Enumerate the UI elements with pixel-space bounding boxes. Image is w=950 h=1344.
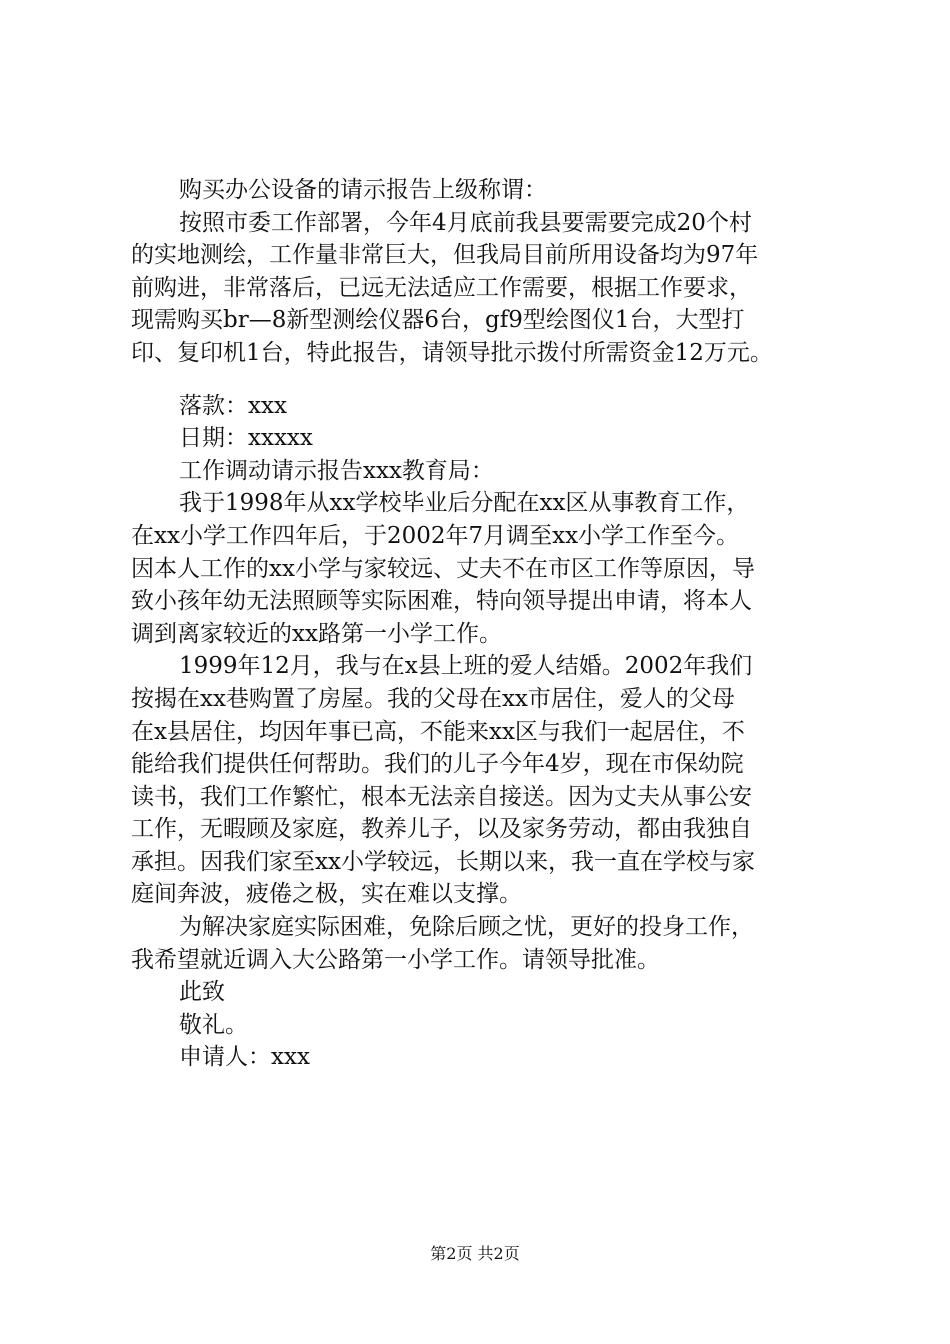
page-number-footer: 第2页 共2页 bbox=[430, 1244, 520, 1263]
report-title-line: 购买办公设备的请示报告上级称谓： bbox=[179, 177, 547, 203]
paragraph-line: 印、复印机1台，特此报告，请领导批示拨付所需资金12万元。 bbox=[131, 339, 773, 366]
paragraph-line: 按揭在xx巷购置了房屋。我的父母在xx市居住，爱人的父母 bbox=[131, 685, 735, 712]
paragraph-line: 工作，无暇顾及家庭，教养儿子，以及家务劳动，都由我独自 bbox=[131, 816, 752, 843]
closing-line: 敬礼。 bbox=[179, 1011, 248, 1038]
paragraph-line: 为解决家庭实际困难，免除后顾之忧，更好的投身工作， bbox=[179, 914, 754, 941]
paragraph-line: 的实地测绘，工作量非常巨大，但我局目前所用设备均为97年 bbox=[131, 242, 759, 269]
paragraph-line: 读书，我们工作繁忙，根本无法亲自接送。因为丈夫从事公安 bbox=[131, 783, 752, 810]
report-title-line: 工作调动请示报告xxx教育局： bbox=[179, 457, 494, 484]
paragraph-line: 在x县居住，均因年事已高，不能来xx区与我们一起居住，不 bbox=[131, 718, 745, 745]
paragraph-line: 我于1998年从xx学校毕业后分配在xx区从事教育工作， bbox=[179, 490, 750, 517]
paragraph-line: 在xx小学工作四年后，于2002年7月调至xx小学工作至今。 bbox=[131, 522, 740, 549]
document-body bbox=[131, 174, 836, 1074]
paragraph-line: 致小孩年幼无法照顾等实际困难，特向领导提出申请，将本人 bbox=[131, 588, 752, 615]
paragraph-line: 现需购买br—8新型测绘仪器6台，gf9型绘图仪1台，大型打 bbox=[131, 307, 745, 334]
paragraph-line: 我希望就近调入大公路第一小学工作。请领导批准。 bbox=[131, 946, 660, 973]
paragraph-gap bbox=[131, 370, 836, 390]
paragraph-line: 能给我们提供任何帮助。我们的儿子今年4岁，现在市保幼院 bbox=[131, 751, 744, 778]
applicant-line: 申请人：xxx bbox=[179, 1044, 310, 1071]
paragraph-line: 因本人工作的xx小学与家较远、丈夫不在市区工作等原因，导 bbox=[131, 555, 755, 582]
paragraph-line: 承担。因我们家至xx小学较远，长期以来，我一直在学校与家 bbox=[131, 848, 755, 875]
paragraph-line: 调到离家较近的xx路第一小学工作。 bbox=[131, 620, 502, 647]
paragraph-line: 庭间奔波，疲倦之极，实在难以支撑。 bbox=[131, 881, 522, 908]
paragraph-line: 1999年12月，我与在x县上班的爱人结婚。2002年我们 bbox=[179, 653, 753, 680]
signature-line: 落款：xxx bbox=[179, 392, 287, 419]
paragraph-line: 前购进，非常落后，已远无法适应工作需要，根据工作要求， bbox=[131, 274, 752, 301]
date-line: 日期：xxxxx bbox=[179, 425, 313, 452]
closing-line: 此致 bbox=[179, 979, 225, 1006]
paragraph-line: 按照市委工作部署，今年4月底前我县要需要完成20个村 bbox=[179, 209, 752, 236]
